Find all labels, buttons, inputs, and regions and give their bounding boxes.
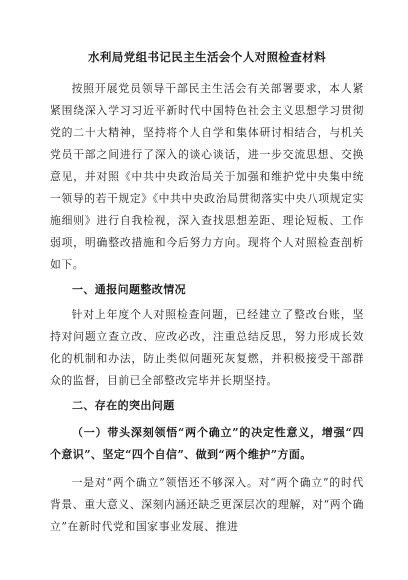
section-heading-problems: 二、存在的突出问题 bbox=[72, 399, 175, 412]
problems-paragraph: 一是对“两个确立”领悟还不够深入。对“两个确立”的时代背景、重大意义、深刻内涵还缺乏更深层次的理解，对“两个确立”在新时代党和国家事业发展、推进 bbox=[50, 476, 364, 533]
document-title: 水利局党组书记民主生活会个人对照检查材料 bbox=[88, 50, 326, 64]
section-heading-rectification: 一、通报问题整改情况 bbox=[72, 283, 186, 296]
intro-paragraph: 按照开展党员领导干部民主生活会有关部署要求，本人紧紧围绕深入学习习近平新时代中国特色社会主义思想学习贯彻党的二十大精神，坚持将个人自学和集体研讨相结合，与机关党员干部之间进行了深入的谈心谈话，进一步交流思想、交换意见，并对照《中共中央政治局关于加强和维护党中央集中统一领导的若干规定》《中共中央政治局贯彻落实中央八项规定实施细则》进行自我检视，深入查找思想差距、理论短板、工作弱项，明确整改措施和今后努力方向。现将个人对照检查剖析如下。 bbox=[50, 82, 364, 271]
subsection-heading-two-establishments: （一）带头深刻领悟“两个确立”的决定性意义，增强“四个意识”、坚定“四个自信”、做到“两个维护”方面。 bbox=[50, 426, 364, 461]
rectification-paragraph: 针对上年度个人对照检查问题，已经建立了整改台账，坚持对问题立查立改、应改必改，注重总结反思，努力形成长效化的机制和办法，防止类似问题死灰复燃，并积极接受干部群众的监督，目前已全部整改完毕并长期坚持。 bbox=[50, 308, 364, 387]
